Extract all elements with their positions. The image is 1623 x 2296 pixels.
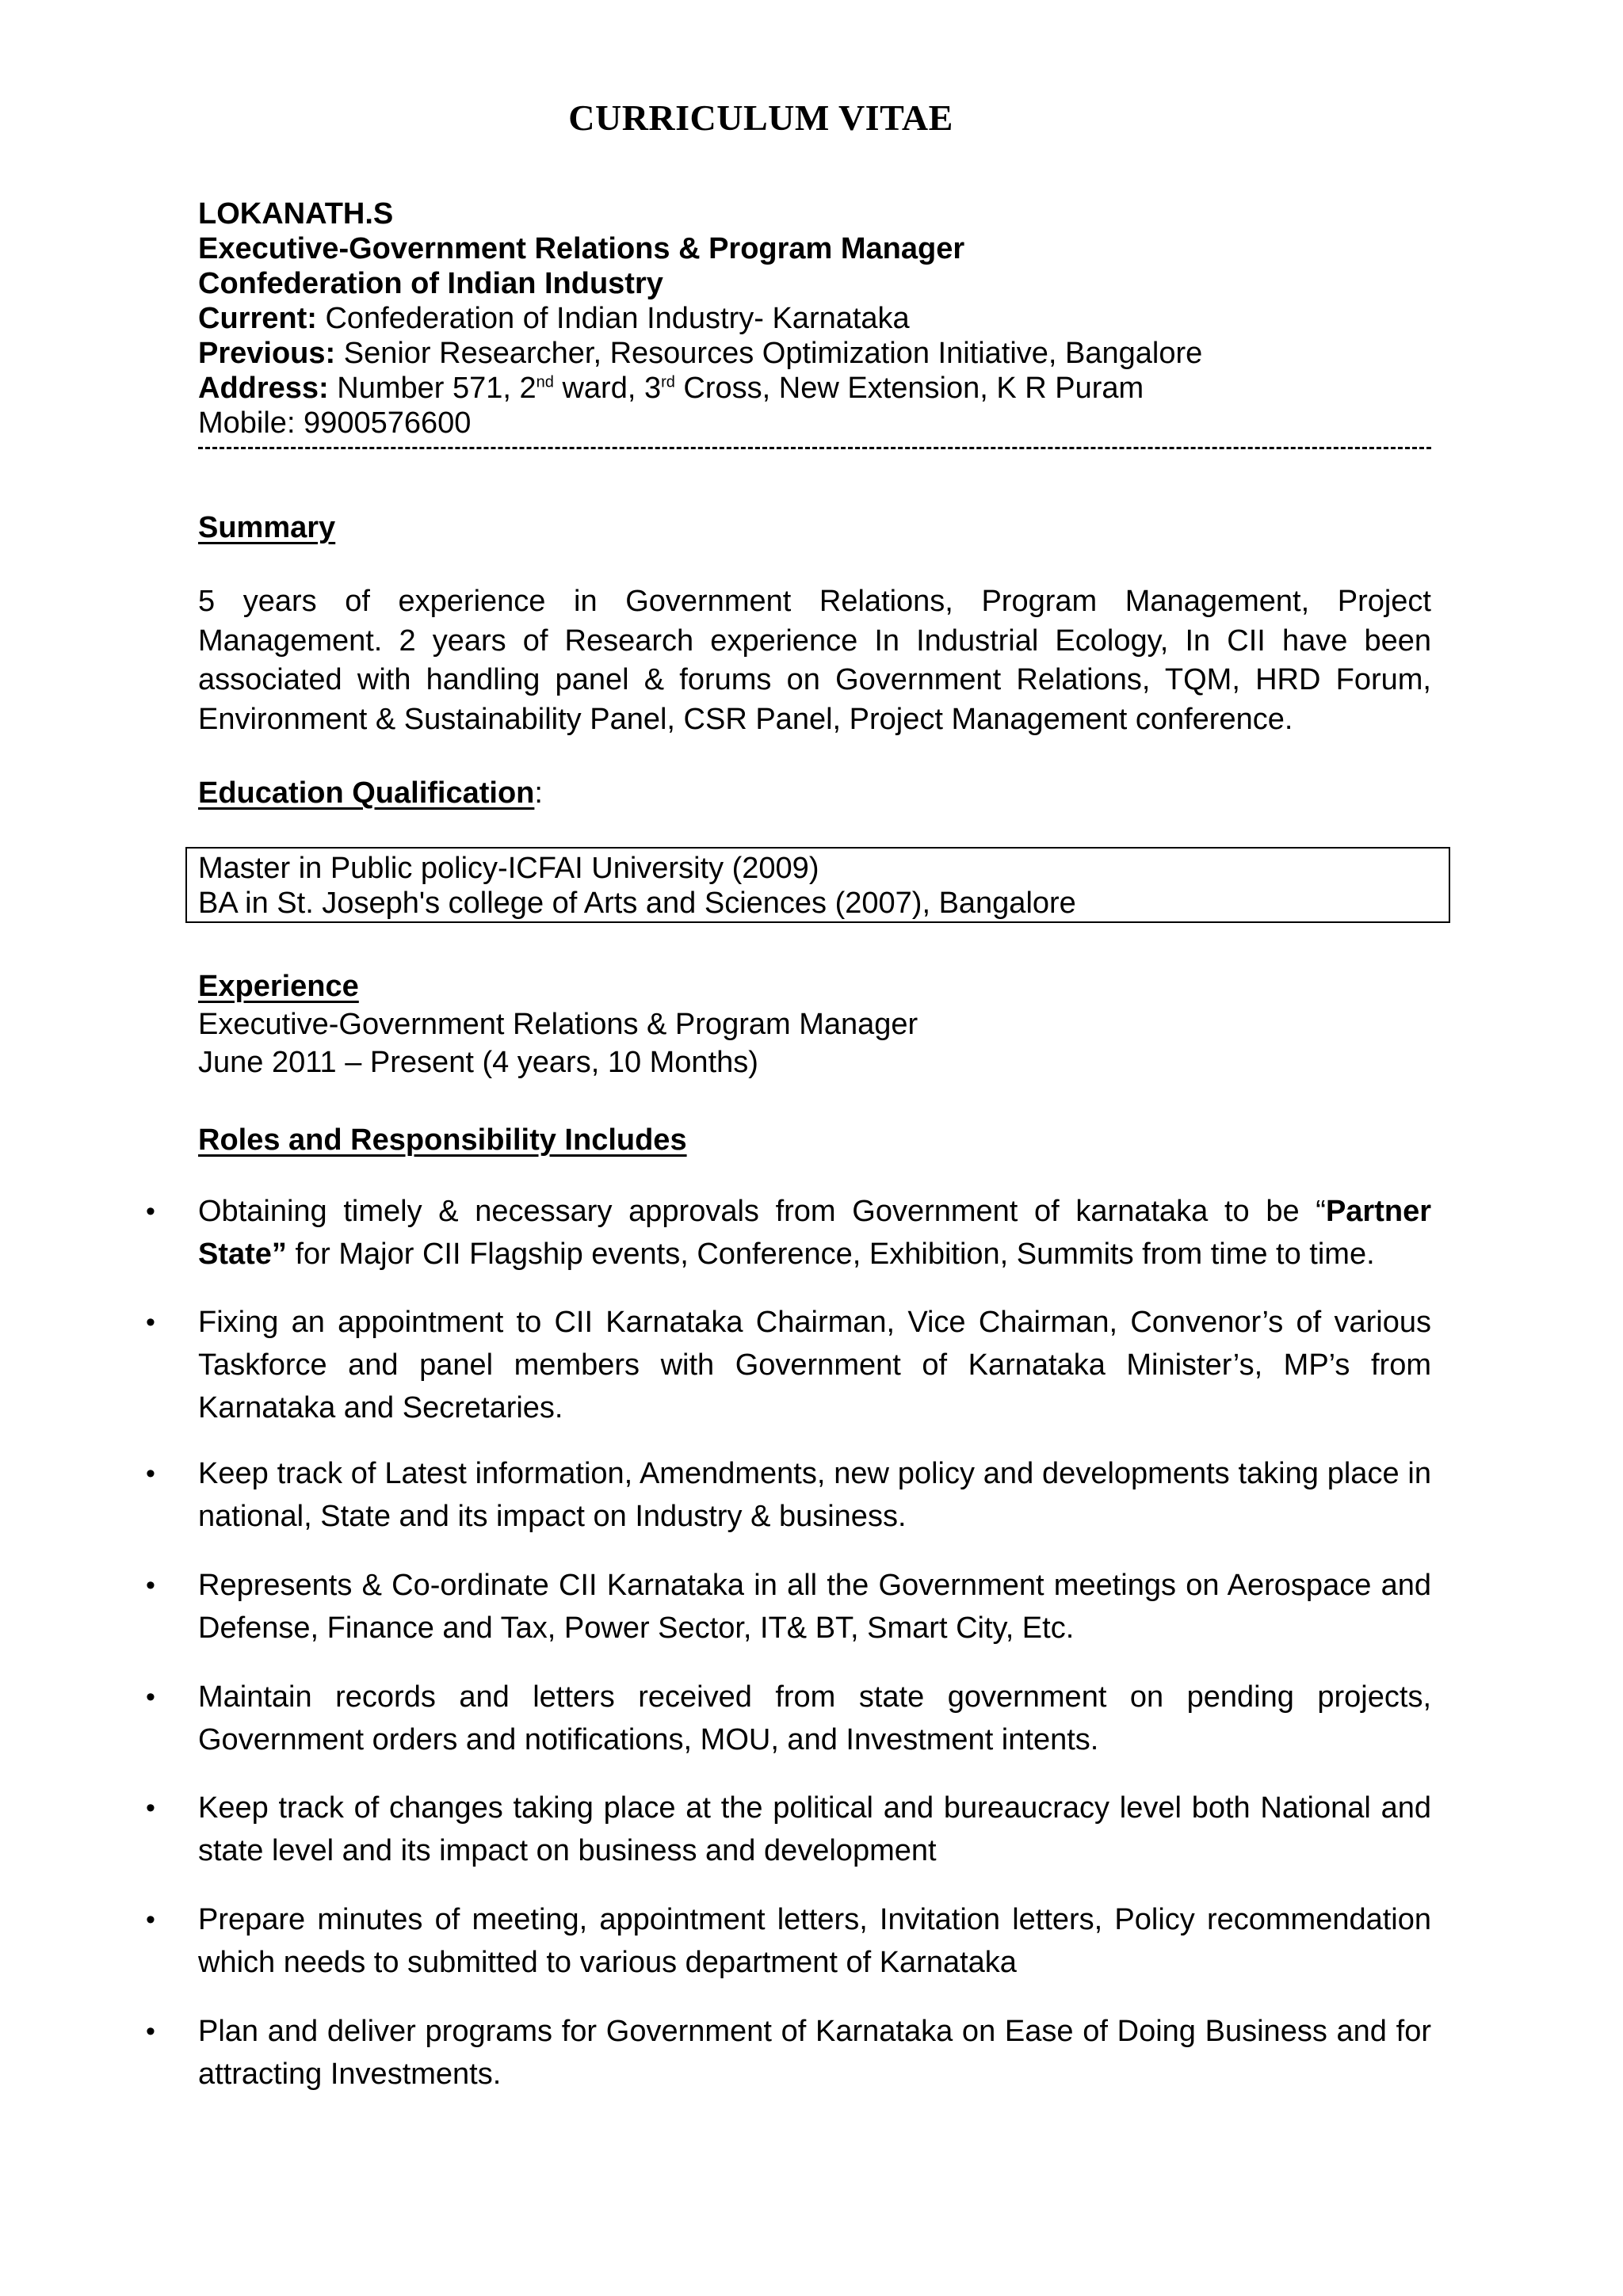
candidate-role: Executive-Government Relations & Program Manager bbox=[198, 232, 965, 265]
candidate-organization: Confederation of Indian Industry bbox=[198, 267, 663, 300]
previous-position bbox=[198, 337, 1202, 372]
partner-state-emphasis: Partner State” bbox=[198, 1195, 1431, 1271]
experience-role: Executive-Government Relations & Program Manager bbox=[198, 1008, 918, 1041]
bullet-icon: • bbox=[146, 1793, 155, 1823]
mobile-number: Mobile: 9900576600 bbox=[198, 406, 472, 440]
address-part-3: Cross, New Extension, K R Puram bbox=[674, 372, 1144, 405]
responsibility-item: Represents & Co-ordinate CII Karnataka in all the Government meetings on Aerospace and Defense, Finance and Tax, Power Sector, IT& BT, Smart City, Etc. bbox=[198, 1569, 1431, 1645]
responsibility-item: Prepare minutes of meeting, appointment letters, Invitation letters, Policy recommendation which needs to submitted to various department of Karnataka bbox=[198, 1903, 1431, 1979]
education-heading-text: Education Qualification bbox=[198, 776, 535, 810]
current-position bbox=[198, 302, 910, 337]
bullet-icon: • bbox=[146, 1307, 155, 1337]
responsibility-item: Plan and deliver programs for Government of Karnataka on Ease of Doing Business and for attracting Investments. bbox=[198, 2015, 1431, 2091]
bullet-icon: • bbox=[146, 1905, 155, 1935]
experience-period: June 2011 – Present (4 years, 10 Months) bbox=[198, 1046, 758, 1079]
address-label: Address: bbox=[198, 372, 329, 405]
responsibility-text-end: for Major CII Flagship events, Conference, Exhibition, Summits from time to time. bbox=[286, 1238, 1375, 1271]
current-label: Current: bbox=[198, 302, 317, 335]
summary-text: 5 years of experience in Government Relations, Program Management, Project Management. 2 years of Research experience In Industrial Ecology, In CII have been associated with handling panel & forums on Government Relations, TQM, HRD Forum, Environment & Sustainability Panel, CSR Panel, Project Management conference. bbox=[198, 585, 1431, 736]
previous-value: Senior Researcher, Resources Optimization Initiative, Bangalore bbox=[343, 337, 1203, 370]
responsibility-item: Keep track of changes taking place at the political and bureaucracy level both National and state level and its impact on business and development bbox=[198, 1791, 1431, 1867]
education-heading bbox=[198, 776, 543, 811]
responsibility-item: Keep track of Latest information, Amendments, new policy and developments taking place in national, State and its impact on Industry & business. bbox=[198, 1457, 1431, 1533]
education-item: BA in St. Joseph's college of Arts and Sciences (2007), Bangalore bbox=[198, 887, 1076, 920]
education-box bbox=[185, 847, 1450, 923]
bullet-icon: • bbox=[146, 1682, 155, 1712]
document-title: CURRICULUM VITAE bbox=[568, 97, 953, 138]
address-sup-2: rd bbox=[661, 373, 675, 391]
address-sup-1: nd bbox=[536, 373, 554, 391]
bullet-icon: • bbox=[146, 1459, 155, 1489]
roles-heading: Roles and Responsibility Includes bbox=[198, 1123, 687, 1157]
responsibility-text-start: Obtaining timely & necessary approvals from Government of karnataka to be “ bbox=[198, 1195, 1326, 1228]
current-value: Confederation of Indian Industry- Karnataka bbox=[325, 302, 910, 335]
responsibility-item: Fixing an appointment to CII Karnataka Chairman, Vice Chairman, Convenor’s of various Taskforce and panel members with Government of Karnataka Minister’s, MP’s from Karnataka and Secretaries. bbox=[198, 1306, 1431, 1425]
responsibility-item bbox=[198, 1190, 1431, 1276]
address-value bbox=[337, 372, 1144, 405]
bullet-icon: • bbox=[146, 1570, 155, 1600]
previous-label: Previous: bbox=[198, 337, 336, 370]
address-part-2: ward, 3 bbox=[553, 372, 662, 405]
summary-heading: Summary bbox=[198, 511, 336, 544]
candidate-name: LOKANATH.S bbox=[198, 197, 394, 231]
education-item: Master in Public policy-ICFAI University (2009) bbox=[198, 852, 819, 885]
experience-heading: Experience bbox=[198, 970, 359, 1003]
bullet-icon: • bbox=[146, 1196, 155, 1226]
responsibility-item: Maintain records and letters received from state government on pending projects, Government orders and notifications, MOU, and Investment intents. bbox=[198, 1680, 1431, 1756]
address-part-1: Number 571, 2 bbox=[337, 372, 537, 405]
bullet-icon: • bbox=[146, 2016, 155, 2046]
education-heading-colon: : bbox=[534, 776, 543, 810]
header-divider bbox=[198, 447, 1431, 449]
address bbox=[198, 372, 1144, 406]
